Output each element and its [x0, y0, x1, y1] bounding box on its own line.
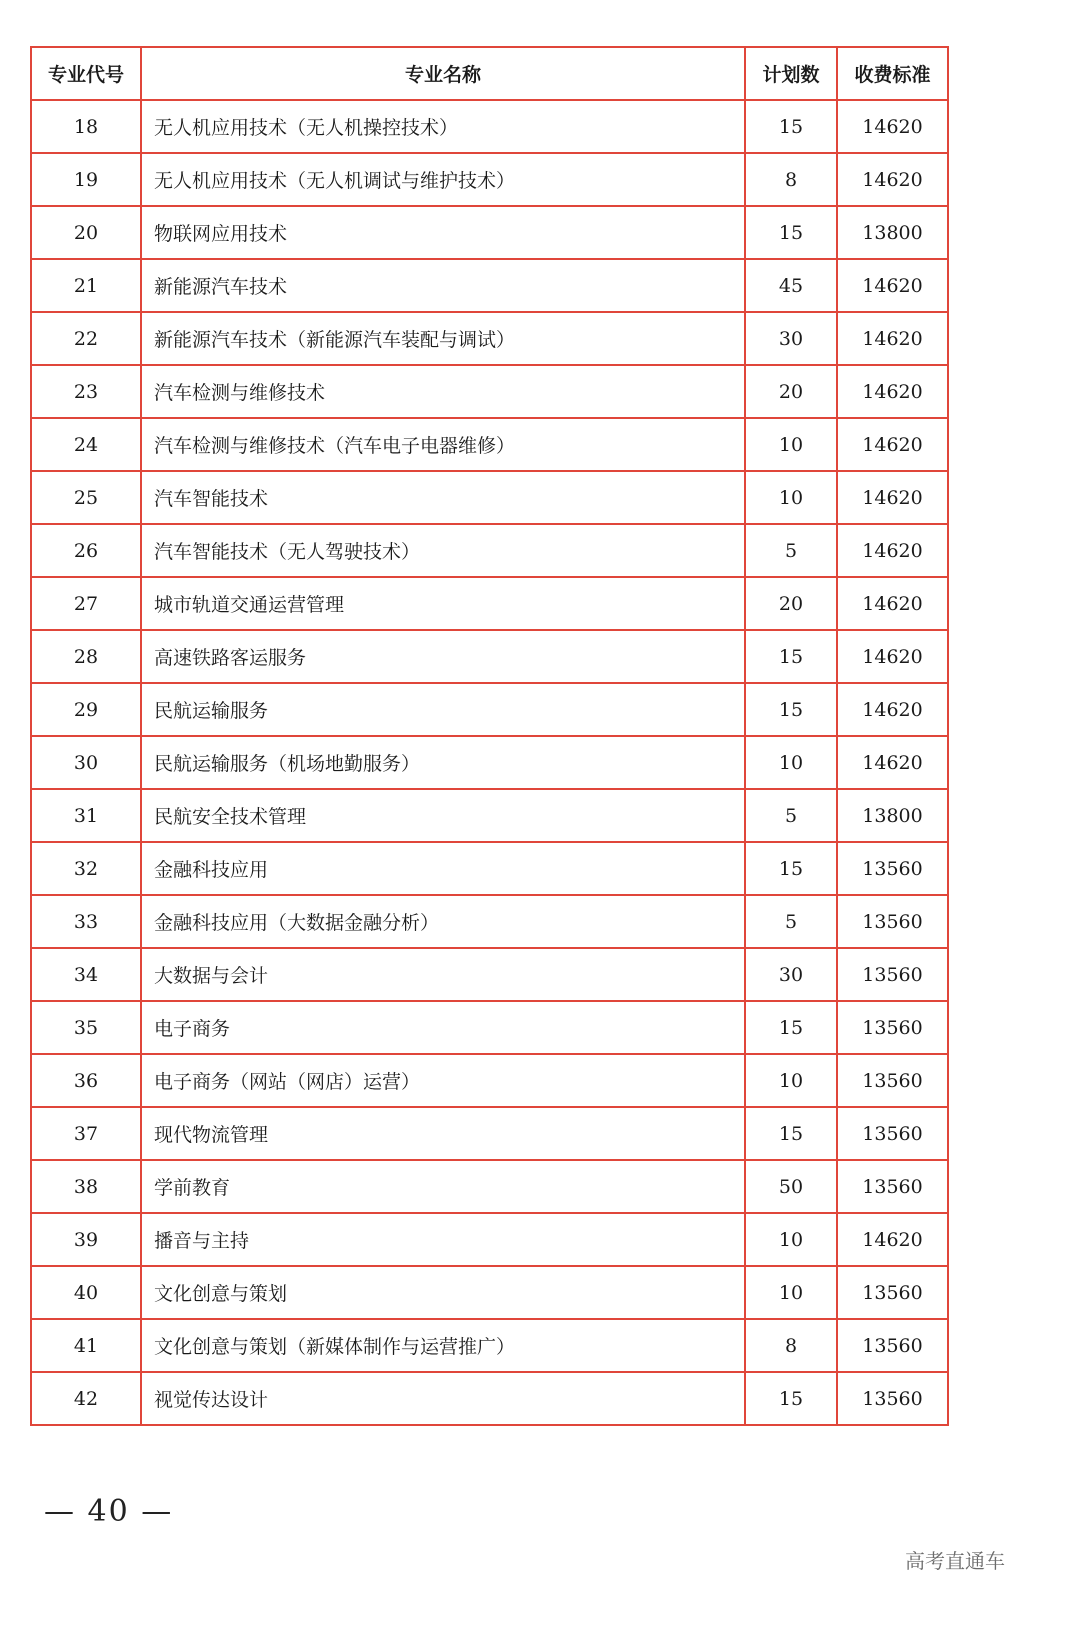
- major-name-cell: 新能源汽车技术（新能源汽车装配与调试）: [141, 312, 745, 365]
- table-row: [31, 842, 948, 895]
- plan-count-cell: 8: [745, 1319, 837, 1372]
- major-table-container: [30, 46, 947, 1426]
- major-name-cell: 电子商务（网站（网店）运营）: [141, 1054, 745, 1107]
- plan-count-cell: 30: [745, 948, 837, 1001]
- table-row: [31, 948, 948, 1001]
- major-name-cell: 城市轨道交通运营管理: [141, 577, 745, 630]
- major-code-cell: 39: [31, 1213, 141, 1266]
- fee-standard-cell: 14620: [837, 736, 948, 789]
- major-code-cell: 37: [31, 1107, 141, 1160]
- fee-standard-cell: 13560: [837, 1001, 948, 1054]
- plan-count-cell: 20: [745, 577, 837, 630]
- major-code-cell: 36: [31, 1054, 141, 1107]
- table-row: [31, 418, 948, 471]
- plan-count-cell: 15: [745, 206, 837, 259]
- fee-standard-cell: 13560: [837, 1160, 948, 1213]
- table-row: [31, 577, 948, 630]
- table-row: [31, 100, 948, 153]
- major-name-cell: 金融科技应用: [141, 842, 745, 895]
- major-name-cell: 文化创意与策划（新媒体制作与运营推广）: [141, 1319, 745, 1372]
- major-table: [30, 46, 949, 1426]
- major-code-cell: 18: [31, 100, 141, 153]
- table-row: [31, 259, 948, 312]
- plan-count-cell: 10: [745, 418, 837, 471]
- major-name-cell: 汽车智能技术（无人驾驶技术）: [141, 524, 745, 577]
- table-header-row: [31, 47, 948, 100]
- table-row: [31, 471, 948, 524]
- fee-standard-cell: 14620: [837, 153, 948, 206]
- major-name-cell: 大数据与会计: [141, 948, 745, 1001]
- major-code-cell: 40: [31, 1266, 141, 1319]
- fee-standard-cell: 13560: [837, 895, 948, 948]
- major-code-cell: 30: [31, 736, 141, 789]
- table-row: [31, 1054, 948, 1107]
- table-row: [31, 1213, 948, 1266]
- table-row: [31, 365, 948, 418]
- major-name-cell: 汽车智能技术: [141, 471, 745, 524]
- plan-count-cell: 15: [745, 100, 837, 153]
- fee-standard-cell: 13560: [837, 1319, 948, 1372]
- table-row: [31, 1107, 948, 1160]
- header-fee-standard: 收费标准: [837, 47, 948, 100]
- major-code-cell: 22: [31, 312, 141, 365]
- plan-count-cell: 15: [745, 683, 837, 736]
- major-code-cell: 21: [31, 259, 141, 312]
- table-row: [31, 206, 948, 259]
- fee-standard-cell: 14620: [837, 312, 948, 365]
- page-number: — 40 —: [44, 1494, 174, 1529]
- table-row: [31, 1266, 948, 1319]
- major-name-cell: 汽车检测与维修技术: [141, 365, 745, 418]
- fee-standard-cell: 13800: [837, 206, 948, 259]
- fee-standard-cell: 14620: [837, 524, 948, 577]
- table-row: [31, 1319, 948, 1372]
- major-code-cell: 42: [31, 1372, 141, 1425]
- plan-count-cell: 10: [745, 736, 837, 789]
- major-code-cell: 41: [31, 1319, 141, 1372]
- fee-standard-cell: 13560: [837, 948, 948, 1001]
- fee-standard-cell: 14620: [837, 100, 948, 153]
- major-code-cell: 27: [31, 577, 141, 630]
- major-code-cell: 31: [31, 789, 141, 842]
- major-name-cell: 民航运输服务: [141, 683, 745, 736]
- fee-standard-cell: 13560: [837, 842, 948, 895]
- major-code-cell: 26: [31, 524, 141, 577]
- table-row: [31, 1372, 948, 1425]
- major-name-cell: 物联网应用技术: [141, 206, 745, 259]
- major-code-cell: 25: [31, 471, 141, 524]
- fee-standard-cell: 14620: [837, 471, 948, 524]
- plan-count-cell: 8: [745, 153, 837, 206]
- major-name-cell: 播音与主持: [141, 1213, 745, 1266]
- fee-standard-cell: 14620: [837, 577, 948, 630]
- plan-count-cell: 20: [745, 365, 837, 418]
- plan-count-cell: 10: [745, 1266, 837, 1319]
- plan-count-cell: 15: [745, 1107, 837, 1160]
- table-row: [31, 789, 948, 842]
- fee-standard-cell: 13560: [837, 1372, 948, 1425]
- major-name-cell: 民航运输服务（机场地勤服务）: [141, 736, 745, 789]
- table-row: [31, 1160, 948, 1213]
- fee-standard-cell: 13560: [837, 1107, 948, 1160]
- plan-count-cell: 10: [745, 471, 837, 524]
- major-name-cell: 视觉传达设计: [141, 1372, 745, 1425]
- fee-standard-cell: 14620: [837, 365, 948, 418]
- header-plan-count: 计划数: [745, 47, 837, 100]
- plan-count-cell: 10: [745, 1054, 837, 1107]
- table-row: [31, 630, 948, 683]
- major-code-cell: 33: [31, 895, 141, 948]
- table-row: [31, 153, 948, 206]
- plan-count-cell: 5: [745, 524, 837, 577]
- header-major-code: 专业代号: [31, 47, 141, 100]
- plan-count-cell: 50: [745, 1160, 837, 1213]
- plan-count-cell: 5: [745, 895, 837, 948]
- major-code-cell: 20: [31, 206, 141, 259]
- fee-standard-cell: 14620: [837, 630, 948, 683]
- major-code-cell: 28: [31, 630, 141, 683]
- major-code-cell: 32: [31, 842, 141, 895]
- major-code-cell: 19: [31, 153, 141, 206]
- plan-count-cell: 45: [745, 259, 837, 312]
- plan-count-cell: 15: [745, 630, 837, 683]
- table-row: [31, 524, 948, 577]
- fee-standard-cell: 13800: [837, 789, 948, 842]
- fee-standard-cell: 14620: [837, 1213, 948, 1266]
- major-code-cell: 35: [31, 1001, 141, 1054]
- plan-count-cell: 30: [745, 312, 837, 365]
- plan-count-cell: 15: [745, 1372, 837, 1425]
- major-name-cell: 新能源汽车技术: [141, 259, 745, 312]
- plan-count-cell: 5: [745, 789, 837, 842]
- major-code-cell: 29: [31, 683, 141, 736]
- major-name-cell: 民航安全技术管理: [141, 789, 745, 842]
- plan-count-cell: 15: [745, 842, 837, 895]
- major-name-cell: 现代物流管理: [141, 1107, 745, 1160]
- major-name-cell: 文化创意与策划: [141, 1266, 745, 1319]
- major-name-cell: 高速铁路客运服务: [141, 630, 745, 683]
- table-row: [31, 312, 948, 365]
- plan-count-cell: 15: [745, 1001, 837, 1054]
- table-row: [31, 895, 948, 948]
- major-name-cell: 学前教育: [141, 1160, 745, 1213]
- fee-standard-cell: 13560: [837, 1266, 948, 1319]
- major-name-cell: 电子商务: [141, 1001, 745, 1054]
- watermark-text: 高考直通车: [905, 1549, 1005, 1573]
- fee-standard-cell: 14620: [837, 418, 948, 471]
- table-row: [31, 736, 948, 789]
- fee-standard-cell: 13560: [837, 1054, 948, 1107]
- major-code-cell: 38: [31, 1160, 141, 1213]
- major-name-cell: 无人机应用技术（无人机调试与维护技术）: [141, 153, 745, 206]
- fee-standard-cell: 14620: [837, 259, 948, 312]
- table-body: [31, 100, 948, 1425]
- table-row: [31, 683, 948, 736]
- major-code-cell: 34: [31, 948, 141, 1001]
- major-name-cell: 金融科技应用（大数据金融分析）: [141, 895, 745, 948]
- major-name-cell: 汽车检测与维修技术（汽车电子电器维修）: [141, 418, 745, 471]
- major-name-cell: 无人机应用技术（无人机操控技术）: [141, 100, 745, 153]
- plan-count-cell: 10: [745, 1213, 837, 1266]
- major-code-cell: 23: [31, 365, 141, 418]
- major-code-cell: 24: [31, 418, 141, 471]
- header-major-name: 专业名称: [141, 47, 745, 100]
- fee-standard-cell: 14620: [837, 683, 948, 736]
- table-row: [31, 1001, 948, 1054]
